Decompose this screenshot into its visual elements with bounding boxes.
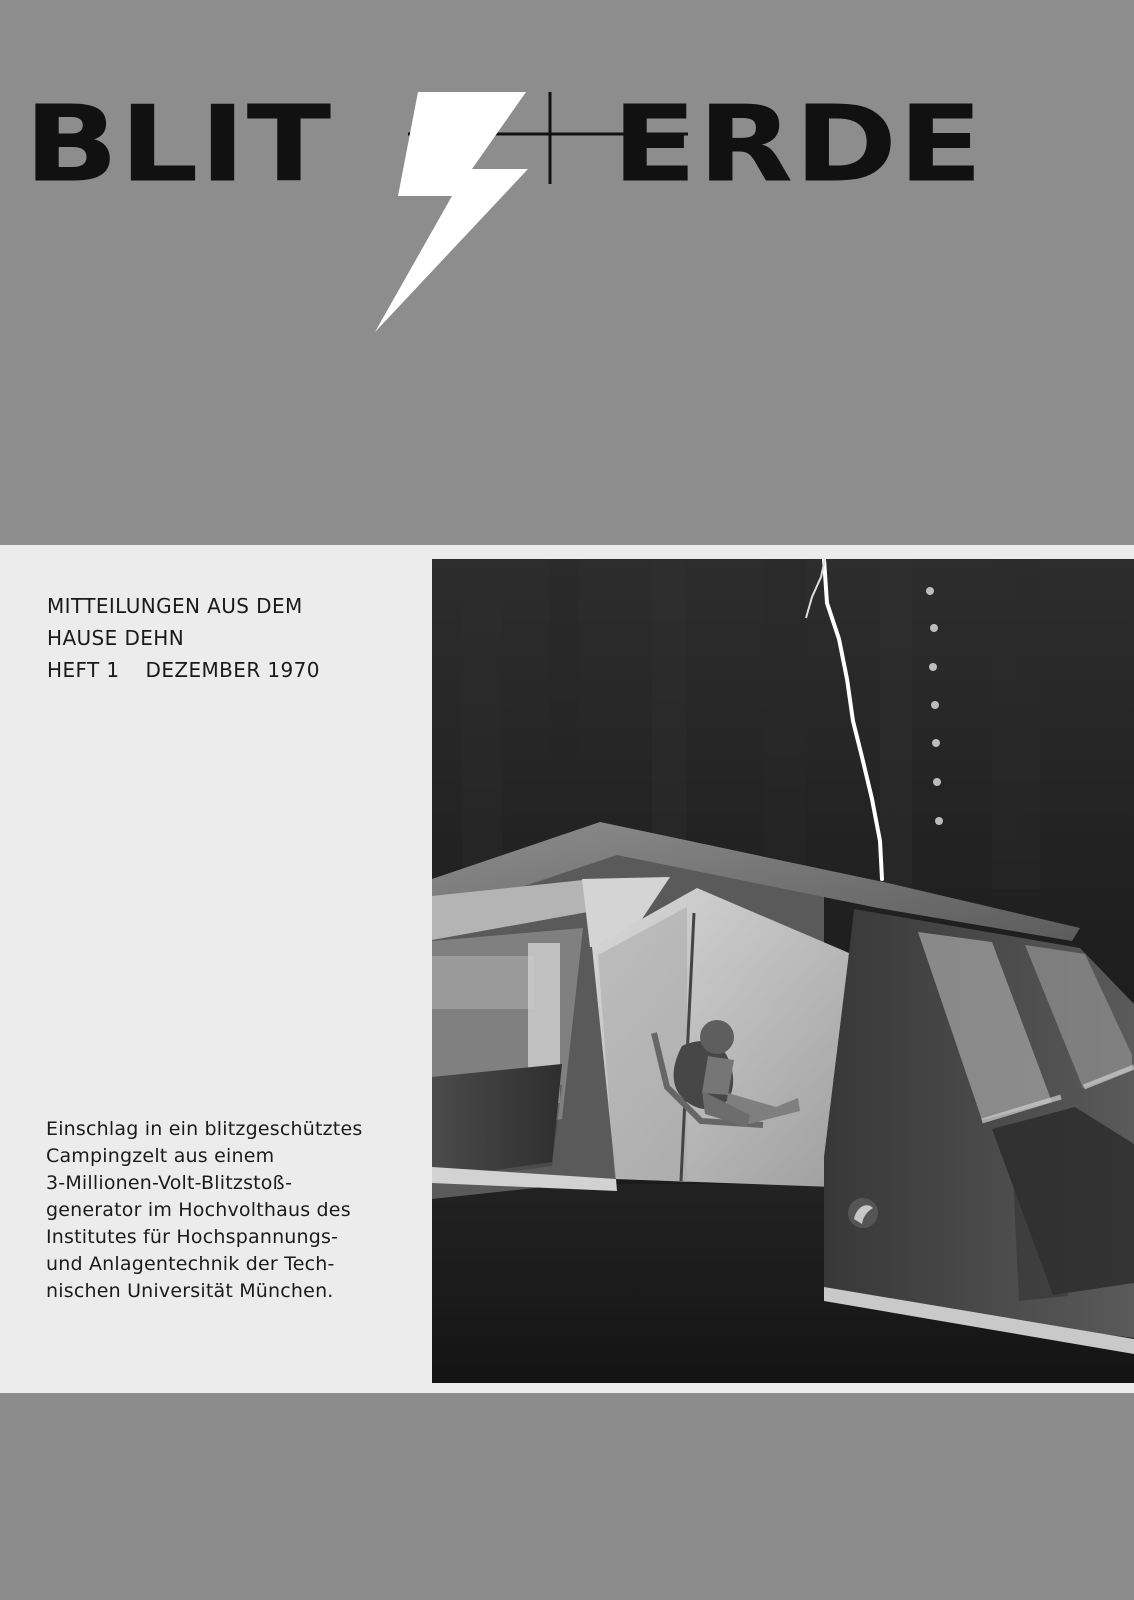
masthead-left-word: BLIT (24, 83, 333, 206)
caption-line-5: Institutes für Hochspannungs- (46, 1226, 339, 1248)
tent-left-stripes (432, 1064, 562, 1182)
photo-caption (46, 1116, 396, 1305)
issue-line-1: MITTEILUNGEN AUS DEM (47, 594, 303, 618)
cover-photo (432, 559, 1134, 1383)
tent-lightning-photo (432, 559, 1134, 1383)
footer-band (0, 1393, 1134, 1600)
issue-information (47, 590, 397, 686)
masthead (0, 0, 1134, 545)
caption-line-7: nischen Universität München. (46, 1280, 334, 1302)
caption-line-3: 3-Millionen-Volt-Blitzstoß- (46, 1172, 293, 1194)
issue-date: DEZEMBER 1970 (145, 658, 320, 682)
issue-line-2: HAUSE DEHN (47, 626, 185, 650)
caption-line-1: Einschlag in ein blitzgeschütztes (46, 1118, 363, 1140)
tent-emblem (848, 1198, 878, 1228)
tent-left-window (432, 956, 534, 1009)
caption-line-4: generator im Hochvolthaus des (46, 1199, 351, 1221)
issue-line-3 (47, 654, 397, 686)
caption-line-2: Campingzelt aus einem (46, 1145, 275, 1167)
lightning-bolt-shape (375, 92, 528, 332)
issue-heft: HEFT 1 (47, 658, 120, 682)
masthead-right-word: ERDE (612, 83, 984, 206)
caption-line-6: und Anlagentechnik der Tech- (46, 1253, 335, 1275)
